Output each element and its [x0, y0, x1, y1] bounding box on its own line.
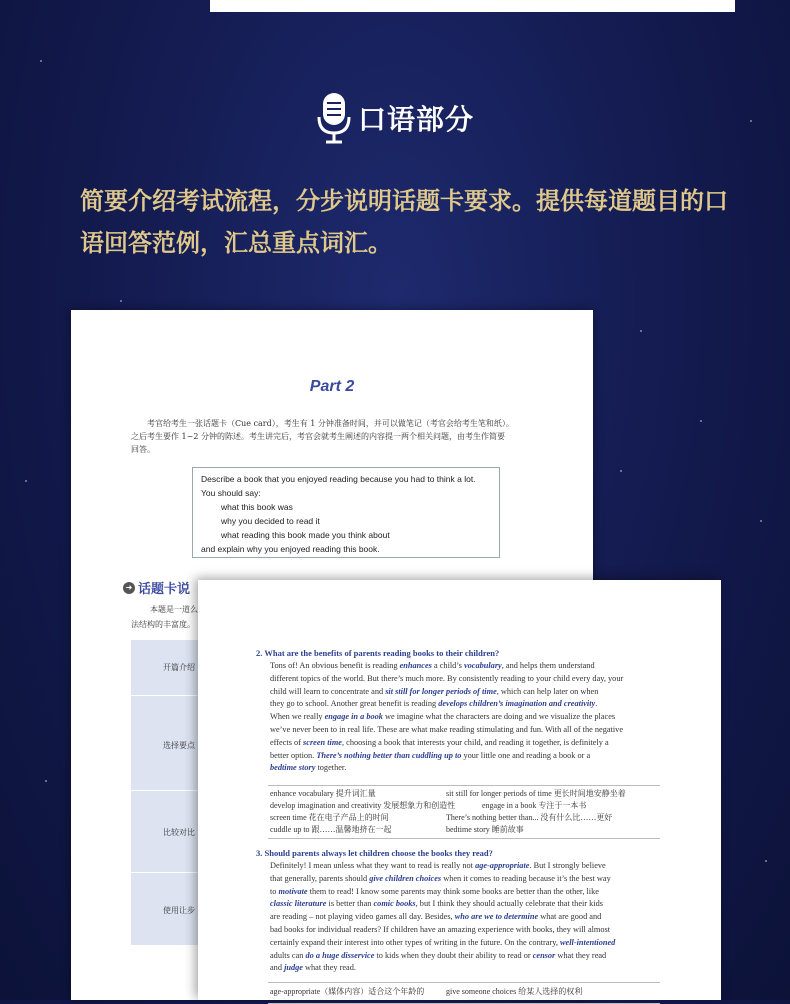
answer-line: [270, 899, 603, 908]
answer-line: [270, 951, 606, 960]
keyword-phrase: who are we to determine: [454, 912, 539, 922]
text-segment: , and helps them understand: [501, 661, 595, 670]
section-header: [0, 88, 790, 148]
question-2-title: 2. What are the benefits of parents reading books to their children?: [256, 648, 500, 658]
star: [120, 300, 122, 302]
text-segment: that generally, parents should: [270, 873, 370, 883]
keyword-phrase: comic books: [373, 899, 416, 909]
text-segment: your little one and reading a book or a: [461, 750, 591, 760]
answer-line: [270, 712, 615, 721]
snippet-text: 法结构的丰富度。: [131, 620, 195, 629]
text-segment: different topics of the world. But there’s much more. By consistently reading to your child every day, your: [270, 673, 624, 683]
keyword-phrase: bedtime story: [270, 763, 316, 773]
text-segment: a child’s: [431, 661, 464, 670]
text-segment: is better than: [326, 899, 374, 909]
vocab-item: enhance vocabulary 提升词汇量: [270, 789, 376, 798]
answer-line: [270, 912, 601, 921]
text-segment: certainly expand their interest into other types of writing in the future. On the contrary,: [270, 937, 560, 947]
answer-line: [270, 751, 590, 760]
part2-description: [131, 417, 539, 456]
vocab-box-q2: [268, 785, 660, 839]
arrow-circle-icon: ➜: [123, 582, 135, 594]
star: [45, 780, 47, 782]
text-segment: .: [595, 699, 598, 709]
text-segment: better option.: [270, 750, 317, 760]
keyword-phrase: do a huge disservice: [305, 950, 375, 960]
subheading-text: 话题卡说: [138, 582, 191, 597]
vocab-box-q3: [268, 982, 660, 1004]
table-cell: 开篇介绍: [163, 663, 195, 672]
text-segment: together.: [315, 763, 347, 773]
keyword-phrase: screen time: [303, 737, 342, 747]
cue-line: Describe a book that you enjoyed reading because you had to think a lot.: [201, 474, 476, 484]
text-segment: Definitely! I mean unless what they want to read is really not: [270, 861, 476, 870]
text-segment: , choosing a book that interests your child, and reading it together, is definitely a: [341, 737, 609, 747]
keyword-phrase: There’s nothing better than cuddling up to: [316, 750, 462, 760]
answer-line: [270, 699, 597, 708]
text-segment: , which can help later on when: [496, 686, 599, 696]
text-segment: when it comes to reading because it’s the best way: [441, 873, 611, 883]
vocab-item: screen time 花在电子产品上的时间: [270, 813, 389, 822]
previous-page-edge: [210, 0, 735, 12]
section-title: 口语部分: [357, 103, 474, 136]
text-segment: what they read: [555, 950, 607, 960]
vocab-item: bedtime story 睡前故事: [446, 825, 524, 834]
text-segment: what are good and: [538, 912, 602, 922]
text-segment: are reading – not playing video games all day. Besides,: [270, 912, 455, 922]
cue-line: and explain why you enjoyed reading this book.: [201, 544, 380, 554]
keyword-phrase: vocabulary: [463, 661, 502, 670]
keyword-phrase: motivate: [278, 886, 308, 896]
text-segment: child will learn to concentrate and: [270, 686, 386, 696]
answer-line: [270, 674, 623, 683]
answer-line: [270, 738, 609, 747]
answer-line: [270, 725, 623, 734]
table-cell: 比较对比: [163, 828, 195, 837]
keyword-phrase: engage in a book: [324, 712, 383, 722]
keyword-phrase: well-intentioned: [560, 937, 616, 947]
text-segment: we imagine what the characters are doing and we visualize the places: [382, 712, 616, 722]
vocab-item: engage in a book 专注于一本书: [482, 801, 587, 810]
answer-line: [270, 687, 598, 696]
table-cell: 选择要点: [163, 741, 195, 750]
paragraph-line: 考官给考生一张话题卡（Cue card），考生有 1 分钟准备时间，并可以做笔记（考官会给考生笔和纸）。: [147, 419, 514, 428]
text-segment: what they read.: [302, 963, 356, 973]
keyword-phrase: classic literature: [270, 899, 327, 909]
keyword-phrase: censor: [532, 950, 556, 960]
keyword-phrase: age-appropriate: [475, 861, 530, 870]
cue-line: why you decided to read it: [221, 516, 320, 526]
text-segment: them to read! I know some parents may think some books are better than the other, like: [307, 886, 599, 896]
text-segment: they go to school. Another great benefit is reading: [270, 699, 439, 709]
book-page-sample-answers: [198, 580, 721, 1000]
answer-line: [270, 861, 606, 870]
vocab-item: There’s nothing better than... 没有什么比……更好: [446, 813, 613, 822]
vocab-item: develop imagination and creativity 发展想象力和创造性: [270, 801, 456, 810]
cue-line: You should say:: [201, 488, 261, 498]
vocab-item: cuddle up to 跟……温馨地挤在一起: [270, 825, 392, 834]
paragraph-line: 回答。: [131, 445, 155, 454]
answer-line: [270, 963, 356, 972]
star: [700, 420, 702, 422]
text-segment: . But I strongly believe: [529, 861, 606, 870]
cue-line: what reading this book made you think about: [221, 530, 390, 540]
cue-line: what this book was: [221, 502, 293, 512]
text-segment: and: [270, 963, 285, 973]
text-segment: to kids when they doubt their ability to read or: [374, 950, 533, 960]
text-segment: effects of: [270, 737, 304, 747]
answer-line: [270, 887, 599, 896]
answer-line: [270, 874, 611, 883]
star: [640, 330, 642, 332]
keyword-phrase: enhances: [399, 661, 432, 670]
table-cell: 使用让步: [163, 906, 195, 915]
question-3-title: 3. Should parents always let children choose the books they read?: [256, 848, 493, 858]
answer-line: [270, 661, 595, 670]
text-segment: adults can: [270, 950, 306, 960]
snippet-text: 本题是一道么: [150, 605, 198, 614]
star: [40, 60, 42, 62]
page-title: Part 2: [309, 378, 355, 395]
text-segment: , but I think they should actually celebrate that their kids: [415, 899, 603, 909]
star: [620, 470, 622, 472]
cue-card: [192, 467, 500, 558]
answer-line: [270, 938, 615, 947]
vocab-item: sit still for longer periods of time 更长时间地安静坐着: [446, 789, 626, 798]
star: [765, 860, 767, 862]
paragraph-line: 之后考生要作 1~2 分钟的陈述。考生讲完后，考官会就考生阐述的内容提一两个相关问题，由考生作简要: [131, 432, 505, 441]
text-segment: bad books for individual readers? If children have an amazing experience with books, they will almost: [270, 925, 611, 934]
vocab-item: give someone choices 给某人选择的权利: [446, 987, 583, 996]
vocab-item: age-appropriate（媒体内容）适合这个年龄的: [270, 987, 425, 996]
answer-line: [270, 925, 610, 934]
text-segment: to: [270, 886, 279, 896]
intro-text: 简要介绍考试流程，分步说明话题卡要求。提供每道题目的口语回答范例，汇总重点词汇。: [80, 187, 728, 257]
text-segment: Tons of! An obvious benefit is reading: [270, 661, 400, 670]
keyword-phrase: judge: [284, 963, 303, 973]
keyword-phrase: give children choices: [369, 873, 442, 883]
star: [760, 520, 762, 522]
cue-card-subheading: [123, 578, 190, 597]
star: [25, 480, 27, 482]
answer-line: [270, 763, 346, 772]
text-segment: we’ve never been to in real life. These are what make reading stimulating and fun. With all of the negative: [270, 725, 623, 734]
keyword-phrase: develops children’s imagination and creativity: [438, 699, 596, 709]
keyword-phrase: sit still for longer periods of time: [385, 686, 497, 696]
text-segment: When we really: [270, 712, 325, 722]
microphone-icon: [316, 91, 352, 145]
